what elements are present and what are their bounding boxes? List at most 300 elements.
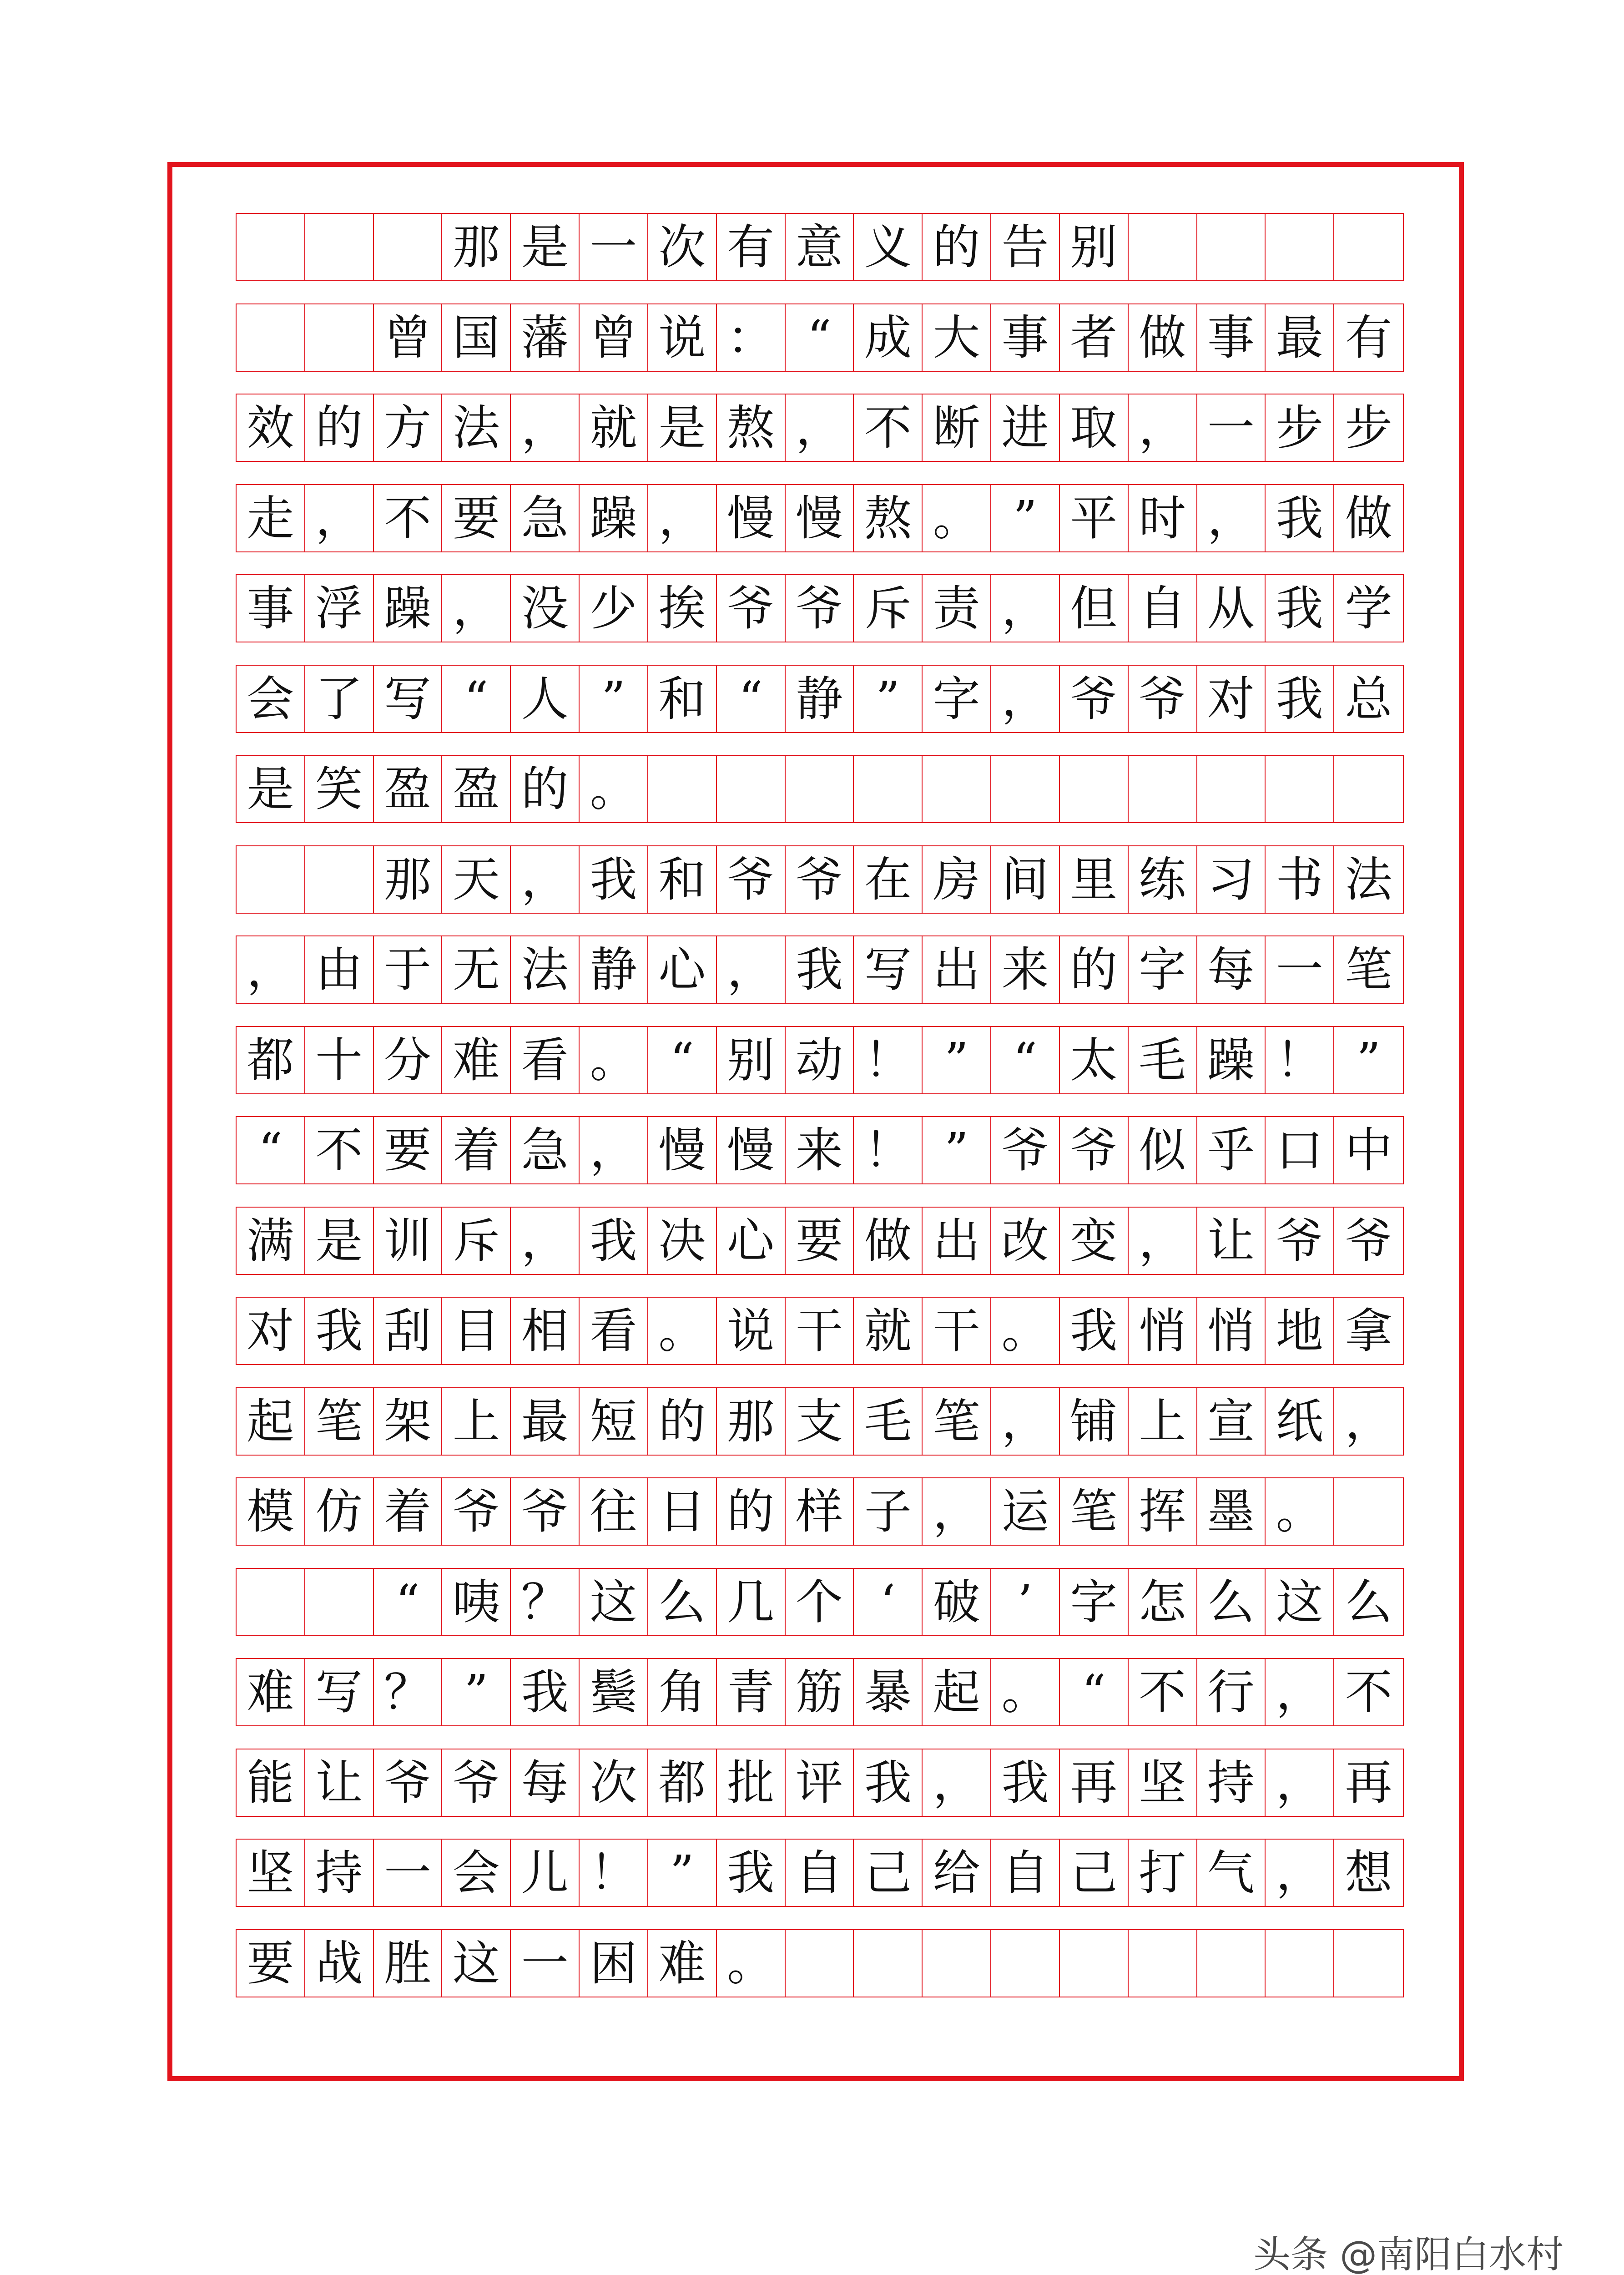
grid-cell: ，	[991, 1388, 1060, 1455]
grid-cell: 。	[580, 1027, 648, 1093]
grid-cell: 一	[374, 1840, 443, 1906]
grid-cell: “	[717, 666, 786, 732]
grid-row	[236, 665, 1404, 733]
grid-cell: 己	[854, 1840, 923, 1906]
grid-cell: 间	[991, 846, 1060, 913]
grid-cell: 战	[305, 1930, 374, 1997]
grid-cell: 有	[1345, 309, 1392, 365]
grid-cell: 坚	[1129, 1749, 1197, 1816]
grid-cell: 。	[717, 1930, 786, 1997]
title-row	[236, 213, 1404, 281]
grid-cell: 法	[442, 394, 511, 461]
grid-cell: ‘	[854, 1569, 923, 1635]
grid-cell: 是	[511, 214, 580, 280]
grid-cell: 满	[237, 1208, 305, 1274]
grid-cell: 我	[1266, 485, 1334, 551]
grid-cell: ，	[511, 1208, 580, 1274]
grid-cell: 会	[442, 1840, 511, 1906]
grid-cell: 的	[648, 1388, 717, 1455]
grid-cell: 爷	[991, 1117, 1060, 1183]
grid-cell: 心	[648, 936, 717, 1003]
grid-cell: 。	[1266, 1478, 1334, 1545]
grid-cell: ，	[1129, 394, 1197, 461]
grid-cell: 字	[1129, 936, 1197, 1003]
grid-cell: ，	[648, 485, 717, 551]
grid-cell: ，	[923, 1478, 991, 1545]
grid-cell: 爷	[717, 846, 786, 913]
grid-cell: 斥	[854, 575, 923, 642]
grid-cell: 相	[511, 1298, 580, 1364]
grid-cell: 己	[1060, 1840, 1129, 1906]
grid-cell: 看	[580, 1298, 648, 1364]
grid-cell: “	[374, 1569, 443, 1635]
grid-cell: 断	[923, 394, 991, 461]
grid-cell: 曾	[374, 304, 443, 371]
grid-cell: 笑	[305, 756, 374, 822]
grid-cell: 困	[580, 1930, 648, 1997]
grid-cell: 步	[1266, 394, 1334, 461]
grid-cell: 急	[511, 485, 580, 551]
grid-cell: 爷	[717, 575, 786, 642]
grid-cell: ，	[237, 936, 305, 1003]
grid-cell: 上	[1129, 1388, 1197, 1455]
grid-cell-empty	[374, 214, 443, 280]
grid-cell: 变	[1060, 1208, 1129, 1274]
grid-cell: 来	[991, 936, 1060, 1003]
grid-cell: 笔	[305, 1388, 374, 1455]
grid-cell: ，	[1345, 1393, 1392, 1449]
grid-cell-empty	[1266, 214, 1334, 280]
grid-cell: 没	[511, 575, 580, 642]
grid-row	[236, 755, 1404, 823]
grid-row	[236, 845, 1404, 914]
grid-cell: 笔	[1060, 1478, 1129, 1545]
grid-cell: ！	[854, 1117, 923, 1183]
grid-cell: 从	[1197, 575, 1266, 642]
grid-cell: ”	[442, 1659, 511, 1725]
grid-cell: ”	[580, 666, 648, 732]
grid-cell: 十	[305, 1027, 374, 1093]
grid-cell: 次	[648, 214, 717, 280]
grid-cell: 做	[854, 1208, 923, 1274]
grid-cell: 在	[854, 846, 923, 913]
grid-cell: 爷	[786, 846, 854, 913]
grid-cell: 那	[442, 214, 511, 280]
grid-cell: 心	[717, 1208, 786, 1274]
grid-cell: 的	[923, 214, 991, 280]
grid-cell: 最	[1266, 304, 1334, 371]
watermark: 头条 @南阳白水村	[1253, 2233, 1564, 2275]
grid-cell-empty	[305, 214, 374, 280]
grid-cell-empty	[1197, 756, 1266, 822]
grid-cell: 一	[580, 214, 648, 280]
grid-cell: 里	[1060, 846, 1129, 913]
grid-cell: 分	[374, 1027, 443, 1093]
grid-cell-empty	[237, 1569, 305, 1635]
grid-cell: 么	[1197, 1569, 1266, 1635]
grid-cell-empty	[1197, 1930, 1266, 1997]
grid-cell: 由	[305, 936, 374, 1003]
grid-cell: 爷	[442, 1478, 511, 1545]
grid-cell: 那	[717, 1388, 786, 1455]
grid-cell: 气	[1197, 1840, 1266, 1906]
grid-cell: 那	[374, 846, 443, 913]
grid-cell: 起	[237, 1388, 305, 1455]
grid-cell-empty	[854, 1930, 923, 1997]
grid-cell: 我	[580, 846, 648, 913]
grid-row	[236, 935, 1404, 1004]
grid-cell: 再	[1060, 1749, 1129, 1816]
grid-cell: 着	[374, 1478, 443, 1545]
grid-cell: 再	[1345, 1754, 1392, 1810]
grid-cell: 的	[305, 394, 374, 461]
grid-row	[236, 1929, 1404, 1997]
grid-cell: 和	[648, 666, 717, 732]
grid-cell: 怎	[1129, 1569, 1197, 1635]
grid-cell: 个	[786, 1569, 854, 1635]
grid-cell: 角	[648, 1659, 717, 1725]
grid-cell: “	[237, 1117, 305, 1183]
grid-cell: 就	[580, 394, 648, 461]
grid-cell: 学	[1345, 581, 1392, 636]
grid-cell-empty	[237, 304, 305, 371]
grid-cell: 胜	[374, 1930, 443, 1997]
grid-cell: 。	[648, 1298, 717, 1364]
grid-cell: 儿	[511, 1840, 580, 1906]
grid-cell: 熬	[717, 394, 786, 461]
grid-cell: 静	[786, 666, 854, 732]
grid-cell: 说	[717, 1298, 786, 1364]
grid-cell: 起	[923, 1659, 991, 1725]
grid-cell: 总	[1345, 671, 1392, 727]
grid-cell: ，	[1197, 485, 1266, 551]
grid-cell: 书	[1266, 846, 1334, 913]
grid-cell: ，	[991, 666, 1060, 732]
grid-cell: 让	[1197, 1208, 1266, 1274]
grid-cell: 这	[442, 1930, 511, 1997]
grid-cell: 慢	[717, 1117, 786, 1183]
grid-cell: 不	[1345, 1664, 1392, 1720]
grid-cell: 想	[1345, 1845, 1392, 1901]
grid-cell: ，	[1266, 1749, 1334, 1816]
grid-cell: 但	[1060, 575, 1129, 642]
grid-cell: 。	[991, 1298, 1060, 1364]
grid-cell: 练	[1129, 846, 1197, 913]
grid-cell-empty	[1060, 1930, 1129, 1997]
grid-row	[236, 1749, 1404, 1817]
grid-cell: 是	[237, 756, 305, 822]
grid-cell: 难	[442, 1027, 511, 1093]
grid-cell: 我	[305, 1298, 374, 1364]
grid-cell: 不	[374, 485, 443, 551]
grid-cell: 墨	[1197, 1478, 1266, 1545]
grid-cell: 慢	[786, 485, 854, 551]
grid-cell: 笔	[1345, 942, 1392, 997]
grid-cell: ，	[717, 936, 786, 1003]
grid-cell-empty	[237, 846, 305, 913]
grid-cell: ，	[1129, 1208, 1197, 1274]
grid-cell-empty	[1060, 756, 1129, 822]
grid-cell-empty	[923, 756, 991, 822]
grid-cell: 往	[580, 1478, 648, 1545]
grid-cell: 就	[854, 1298, 923, 1364]
grid-cell: 天	[442, 846, 511, 913]
grid-cell: 躁	[1197, 1027, 1266, 1093]
grid-row	[236, 303, 1404, 372]
grid-cell: 仿	[305, 1478, 374, 1545]
grid-cell: 鬓	[580, 1659, 648, 1725]
grid-cell-empty	[1129, 1930, 1197, 1997]
grid-cell: 的	[1060, 936, 1129, 1003]
grid-cell: 躁	[374, 575, 443, 642]
grid-cell: 上	[442, 1388, 511, 1455]
grid-cell: ：	[717, 304, 786, 371]
grid-cell: 笔	[923, 1388, 991, 1455]
grid-cell: 纸	[1266, 1388, 1334, 1455]
grid-cell: 事	[237, 575, 305, 642]
grid-cell: 是	[305, 1208, 374, 1274]
grid-cell: 我	[1266, 666, 1334, 732]
grid-cell: 难	[648, 1930, 717, 1997]
grid-cell: 盈	[442, 756, 511, 822]
grid-cell: 毛	[1129, 1027, 1197, 1093]
grid-cell-empty	[991, 756, 1060, 822]
grid-cell: 是	[648, 394, 717, 461]
grid-cell: 效	[237, 394, 305, 461]
grid-cell: 给	[923, 1840, 991, 1906]
grid-cell: 国	[442, 304, 511, 371]
grid-cell: 大	[923, 304, 991, 371]
grid-cell: 么	[1345, 1574, 1392, 1630]
grid-cell: 目	[442, 1298, 511, 1364]
grid-cell-empty	[923, 1930, 991, 1997]
grid-cell: ”	[923, 1117, 991, 1183]
grid-cell: 样	[786, 1478, 854, 1545]
grid-cell: 别	[1060, 214, 1129, 280]
grid-cell: 拿	[1345, 1303, 1392, 1359]
grid-cell: 这	[1266, 1569, 1334, 1635]
grid-cell: 习	[1197, 846, 1266, 913]
grid-cell: 者	[1060, 304, 1129, 371]
grid-cell: 一	[511, 1930, 580, 1997]
grid-cell: 我	[1266, 575, 1334, 642]
grid-cell: “	[442, 666, 511, 732]
grid-row	[236, 394, 1404, 462]
grid-cell: 每	[511, 1749, 580, 1816]
grid-cell: 咦	[442, 1569, 511, 1635]
grid-row	[236, 1207, 1404, 1275]
grid-cell: 盈	[374, 756, 443, 822]
grid-cell: 不	[1129, 1659, 1197, 1725]
grid-cell: 一	[1266, 936, 1334, 1003]
grid-cell: 。	[580, 756, 648, 822]
grid-cell: 爷	[1266, 1208, 1334, 1274]
grid-cell: 方	[374, 394, 443, 461]
grid-cell: 我	[1060, 1298, 1129, 1364]
grid-cell: 支	[786, 1388, 854, 1455]
grid-cell: 曾	[580, 304, 648, 371]
grid-row	[236, 1116, 1404, 1184]
grid-cell: “	[648, 1027, 717, 1093]
grid-cell: 青	[717, 1659, 786, 1725]
grid-cell: 急	[511, 1117, 580, 1183]
grid-cell: 能	[237, 1749, 305, 1816]
grid-cell: 斥	[442, 1208, 511, 1274]
grid-cell: 悄	[1129, 1298, 1197, 1364]
grid-cell: 我	[991, 1749, 1060, 1816]
grid-cell: 要	[374, 1117, 443, 1183]
grid-cell-empty	[991, 1930, 1060, 1997]
grid-cell: 不	[854, 394, 923, 461]
grid-cell: ，	[580, 1117, 648, 1183]
grid-cell: 破	[923, 1569, 991, 1635]
grid-cell: 慢	[648, 1117, 717, 1183]
grid-cell: “	[991, 1027, 1060, 1093]
grid-cell: 铺	[1060, 1388, 1129, 1455]
grid-cell: 都	[237, 1027, 305, 1093]
grid-cell: 藩	[511, 304, 580, 371]
grid-cell: 自	[1129, 575, 1197, 642]
grid-cell: 爷	[1345, 1213, 1392, 1269]
grid-cell: 短	[580, 1388, 648, 1455]
grid-cell-empty	[305, 846, 374, 913]
grid-cell: ，	[511, 394, 580, 461]
grid-cell: 出	[923, 936, 991, 1003]
grid-cell: 悄	[1197, 1298, 1266, 1364]
grid-cell: ”	[991, 485, 1060, 551]
grid-cell: 这	[580, 1569, 648, 1635]
grid-cell: 慢	[717, 485, 786, 551]
grid-cell-empty	[305, 1569, 374, 1635]
grid-cell: 来	[786, 1117, 854, 1183]
grid-cell-empty	[1129, 214, 1197, 280]
grid-cell: 责	[923, 575, 991, 642]
grid-cell: 爷	[1129, 666, 1197, 732]
grid-row	[236, 1658, 1404, 1726]
grid-cell: 事	[1197, 304, 1266, 371]
grid-row	[236, 1026, 1404, 1094]
grid-cell: 最	[511, 1388, 580, 1455]
grid-cell: 模	[237, 1478, 305, 1545]
grid-cell: 对	[237, 1298, 305, 1364]
grid-cell: 都	[648, 1749, 717, 1816]
grid-cell: 写	[854, 936, 923, 1003]
grid-cell: 躁	[580, 485, 648, 551]
grid-cell-empty	[305, 304, 374, 371]
grid-cell: ，	[1266, 1840, 1334, 1906]
grid-cell-empty	[1334, 214, 1403, 280]
grid-cell: 写	[374, 666, 443, 732]
grid-cell: 我	[786, 936, 854, 1003]
grid-cell: 行	[1197, 1659, 1266, 1725]
grid-row	[236, 484, 1404, 552]
grid-cell: 有	[717, 214, 786, 280]
grid-cell: 么	[648, 1569, 717, 1635]
grid-cell: 字	[1060, 1569, 1129, 1635]
grid-cell: 。	[991, 1659, 1060, 1725]
grid-cell: 走	[237, 485, 305, 551]
grid-cell: 打	[1129, 1840, 1197, 1906]
grid-cell-empty	[1334, 756, 1403, 822]
grid-cell: 和	[648, 846, 717, 913]
grid-cell: 评	[786, 1749, 854, 1816]
grid-cell-empty	[1334, 1478, 1403, 1545]
grid-cell: 出	[923, 1208, 991, 1274]
grid-cell: 熬	[854, 485, 923, 551]
grid-cell: 每	[1197, 936, 1266, 1003]
grid-cell: ？	[374, 1659, 443, 1725]
grid-cell: 自	[991, 1840, 1060, 1906]
grid-cell: 少	[580, 575, 648, 642]
grid-cell-empty	[717, 756, 786, 822]
grid-row	[236, 1839, 1404, 1907]
grid-cell: 别	[717, 1027, 786, 1093]
grid-cell: 说	[648, 304, 717, 371]
grid-cell: 训	[374, 1208, 443, 1274]
grid-cell: 做	[1129, 304, 1197, 371]
grid-cell: ，	[786, 394, 854, 461]
grid-cell: 意	[786, 214, 854, 280]
grid-cell: 不	[305, 1117, 374, 1183]
grid-cell: 无	[442, 936, 511, 1003]
grid-cell-empty	[1334, 1930, 1403, 1997]
grid-cell: 架	[374, 1388, 443, 1455]
grid-cell: ”	[923, 1027, 991, 1093]
grid-cell: 刮	[374, 1298, 443, 1364]
grid-cell: 成	[854, 304, 923, 371]
grid-cell: 着	[442, 1117, 511, 1183]
grid-cell: “	[1060, 1659, 1129, 1725]
grid-cell: 运	[991, 1478, 1060, 1545]
grid-cell: 似	[1129, 1117, 1197, 1183]
grid-cell: 进	[991, 394, 1060, 461]
grid-cell: 。	[923, 485, 991, 551]
grid-cell: 时	[1129, 485, 1197, 551]
grid-cell-empty	[1266, 1930, 1334, 1997]
grid-cell: ”	[854, 666, 923, 732]
grid-row	[236, 1387, 1404, 1456]
grid-cell: 平	[1060, 485, 1129, 551]
grid-cell: 自	[786, 1840, 854, 1906]
grid-cell-empty	[1266, 756, 1334, 822]
grid-cell: 干	[923, 1298, 991, 1364]
grid-cell: 义	[854, 214, 923, 280]
grid-cell: 挨	[648, 575, 717, 642]
grid-cell: 几	[717, 1569, 786, 1635]
grid-cell-empty	[854, 756, 923, 822]
grid-cell-empty	[237, 214, 305, 280]
grid-cell: ’	[991, 1569, 1060, 1635]
grid-cell: 房	[923, 846, 991, 913]
grid-cell: ”	[648, 1840, 717, 1906]
grid-cell: 要	[442, 485, 511, 551]
grid-cell: ”	[1357, 1032, 1381, 1088]
grid-cell: 难	[237, 1659, 305, 1725]
grid-cell: ，	[991, 575, 1060, 642]
grid-cell: 我	[580, 1208, 648, 1274]
grid-cell: 改	[991, 1208, 1060, 1274]
grid-row	[236, 1477, 1404, 1546]
grid-cell: 太	[1060, 1027, 1129, 1093]
grid-row	[236, 1297, 1404, 1365]
grid-cell: 会	[237, 666, 305, 732]
grid-cell: ，	[923, 1749, 991, 1816]
grid-cell: 地	[1266, 1298, 1334, 1364]
grid-cell-empty	[648, 756, 717, 822]
grid-cell: 对	[1197, 666, 1266, 732]
grid-cell: 坚	[237, 1840, 305, 1906]
grid-cell: 爷	[786, 575, 854, 642]
